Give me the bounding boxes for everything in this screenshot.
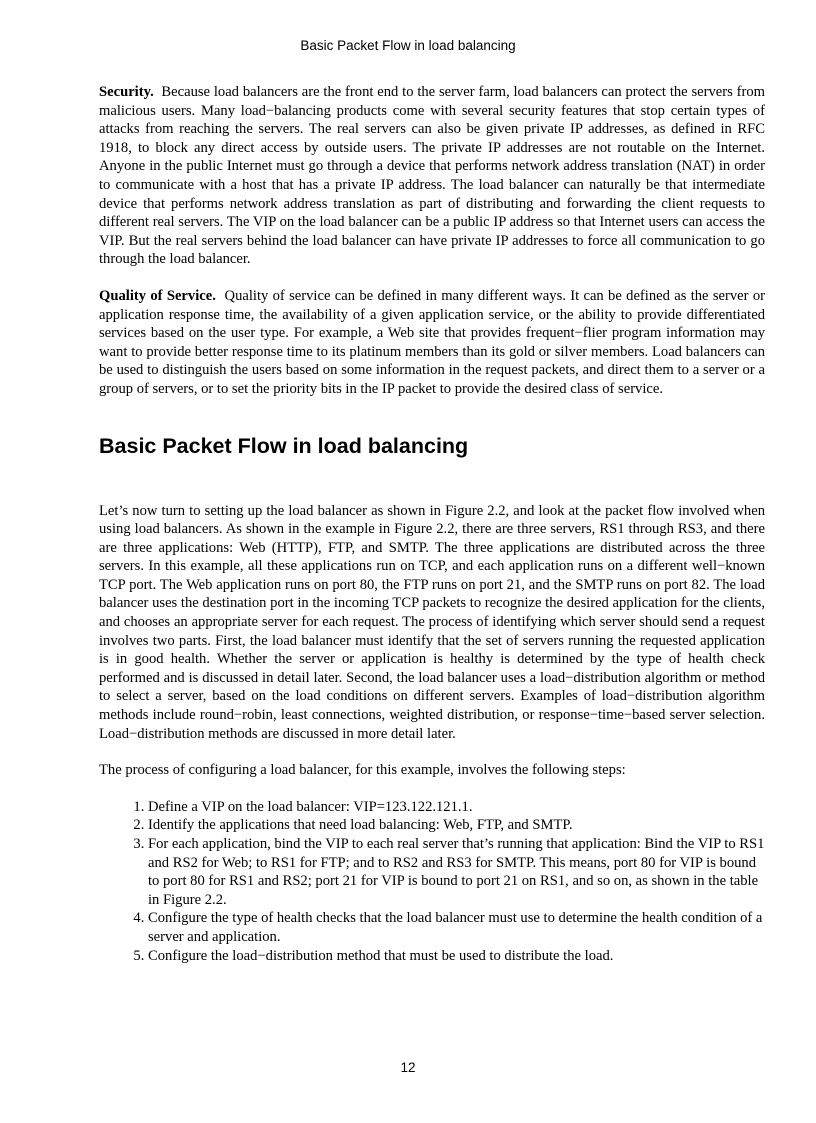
qos-lead: Quality of Service. bbox=[99, 287, 216, 304]
section-heading: Basic Packet Flow in load balancing bbox=[99, 433, 469, 458]
qos-text: Quality of service can be defined in many different ways. It can be defined as the server or application response time, the availability of a given application service, or the ability to provide differentiated services based on the user type. For example, a Web site that provides frequent−flier program information may want to provide better response time to its platinum members than its gold or silver members. Load balancers can be used to distinguish the users based on some information in the request packets, and direct them to a server or a group of servers, or to set the priority bits in the IP packet to provide the desired class of service. bbox=[99, 287, 765, 397]
security-paragraph bbox=[99, 83, 765, 269]
security-text: Because load balancers are the front end to the server farm, load balancers can protect the servers from malicious users. Many load−balancing products come with several security features that stop certain types of attacks from reaching the servers. The real servers can also be given private IP addresses, as defined in RFC 1918, to block any direct access by outside users. The private IP addresses are not routable on the Internet. Anyone in the public Internet must go through a device that performs network address translation (NAT) in order to communicate with a host that has a private IP address. The load balancer can naturally be that intermediate device that performs network address translation as part of distributing and forwarding the client requests to different real servers. The VIP on the load balancer can be a public IP address so that Internet users can access the VIP. But the real servers behind the load balancer can have private IP addresses to force all communication to go through the load balancer. bbox=[99, 84, 766, 268]
step-item: 4. Configure the type of health checks that the load balancer must use to determine the health condition of a server and application. bbox=[148, 909, 765, 946]
process-paragraph: The process of configuring a load balancer, for this example, involves the following steps: bbox=[99, 762, 626, 779]
steps-list bbox=[99, 798, 765, 965]
page-number: 12 bbox=[400, 1060, 416, 1075]
intro-paragraph: Let’s now turn to setting up the load balancer as shown in Figure 2.2, and look at the packet flow involved when using load balancers. As shown in the example in Figure 2.2, there are three servers, RS1 through RS3, and there are three applications: Web (HTTP), FTP, and SMTP. The three applications are distributed across the three servers. In this example, all these applications run on TCP, and each application runs on a different well−known TCP port. The Web application runs on port 80, the FTP runs on port 21, and the SMTP runs on port 82. The load balancer uses the destination port in the incoming TCP packets to recognize the desired application for the clients, and chooses an appropriate server for each request. The process of identifying which server should send a request involves two parts. First, the load balancer must identify that the set of servers running the requested application is in good health. Whether the server or application is healthy is determined by the type of health check performed and is discussed in detail later. Second, the load balancer uses a load−distribution algorithm or method to select a server, based on the load conditions on different servers. Examples of load−distribution algorithm methods include round−robin, least connections, weighted distribution, or response−time−based server selection. Load−distribution methods are discussed in more detail later. bbox=[99, 502, 765, 742]
security-lead: Security. bbox=[99, 84, 154, 100]
step-item: 5. Configure the load−distribution method that must be used to distribute the load. bbox=[148, 947, 765, 966]
running-header: Basic Packet Flow in load balancing bbox=[300, 38, 516, 53]
step-item: 2. Identify the applications that need load balancing: Web, FTP, and SMTP. bbox=[148, 816, 765, 835]
qos-paragraph bbox=[99, 287, 765, 399]
document-body bbox=[99, 83, 765, 965]
step-item: 3. For each application, bind the VIP to each real server that’s running that application: Bind the VIP to RS1 and RS2 for Web; to RS1 for FTP; and to RS2 and RS3 for SMTP. This means, port 80 for VIP is bound to port 80 for RS1 and RS2; port 21 for VIP is bound to port 21 on RS1, and so on, as shown in the table in Figure 2.2. bbox=[148, 835, 765, 909]
step-item: 1. Define a VIP on the load balancer: VIP=123.122.121.1. bbox=[148, 798, 765, 817]
